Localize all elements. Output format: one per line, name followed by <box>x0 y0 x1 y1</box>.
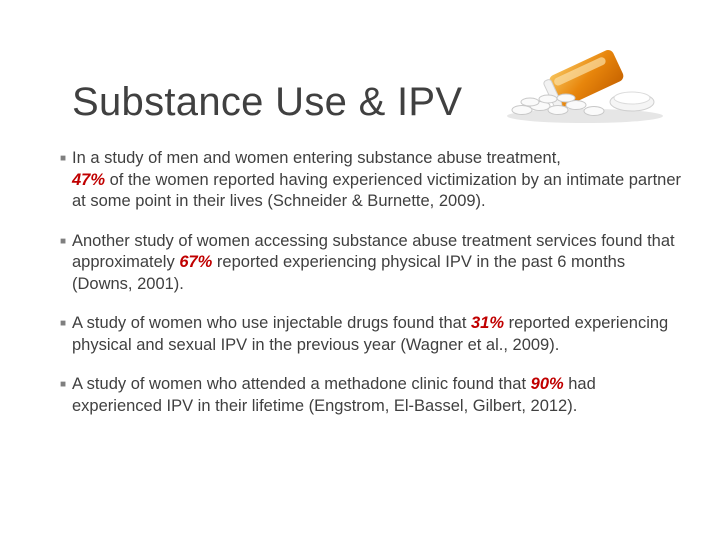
bullet-stat: 31% <box>471 314 505 332</box>
square-bullet-icon: ■ <box>60 235 67 247</box>
bullet-item <box>60 148 690 213</box>
bullet-stat: 67% <box>179 253 213 271</box>
bullet-item <box>60 374 690 417</box>
bullet-text: Another study of women accessing substance abuse treatment services found that approximately <box>72 231 675 271</box>
bullet-stat: 47% <box>72 170 106 189</box>
bullet-item <box>60 231 690 296</box>
bullet-text: reported experiencing physical IPV in the past 6 months (Downs, 2001). <box>72 253 626 293</box>
bullet-text: In a study of men and women entering substance abuse treatment, <box>72 149 561 167</box>
square-bullet-icon: ■ <box>60 379 67 390</box>
square-bullet-icon: ■ <box>60 318 67 329</box>
bullet-text: A study of women who attended a methadone clinic found that <box>72 375 531 393</box>
pill-bottle-icon <box>500 50 670 130</box>
bullet-text: of the women reported having experienced victimization by an intimate partner at some point in their lives (Schneider & Burnette, 2009). <box>72 170 682 210</box>
slide-title: Substance Use & IPV <box>72 80 463 124</box>
bullet-text: had experienced IPV in their lifetime (Engstrom, El-Bassel, Gilbert, 2012). <box>72 375 596 415</box>
bullet-text: reported experiencing physical and sexual IPV in the previous year (Wagner et al., 2009). <box>72 314 669 354</box>
bullet-text: A study of women who use injectable drugs found that <box>72 314 471 332</box>
bullet-stat: 90% <box>530 375 564 393</box>
square-bullet-icon: ■ <box>60 153 67 164</box>
bullet-list <box>60 148 690 435</box>
bullet-item <box>60 313 690 356</box>
